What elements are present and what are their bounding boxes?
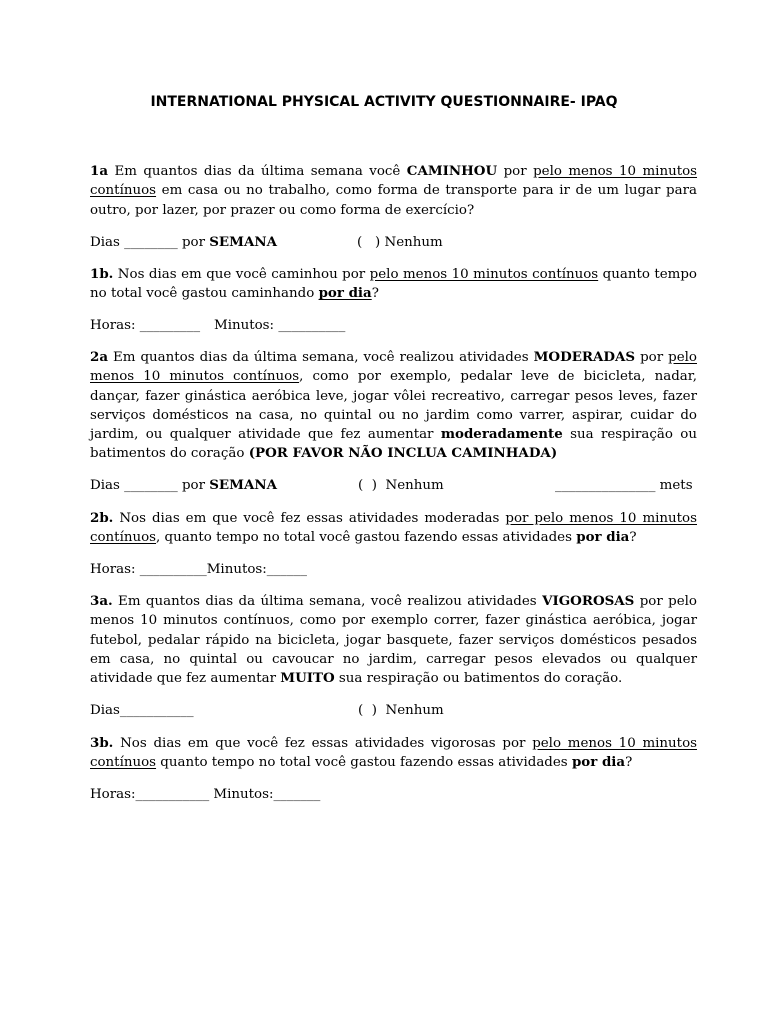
question-number: 2b. [90,510,114,526]
answer-1a [90,233,697,253]
question-number: 2a [90,349,108,365]
hours-field: Horas: _________ [90,318,201,333]
question-number: 3a. [90,593,113,609]
question-number: 3b. [90,735,114,751]
question-number: 1b. [90,266,114,282]
mets-field: _______________ mets [555,478,693,493]
question-3a: 3a. Em quantos dias da última semana, você realizou atividades VIGOROSAS por pelo menos 10 minutos contínuos, como por exemplo correr, fazer ginástica aeróbica, jogar futebol, pedalar rápido na bicicleta, jogar basquete, fazer serviços domésticos pesados em casa, no quintal ou cavoucar no jardim, carregar pesos elevados ou qualquer atividade que fez aumentar MUITO sua respiração ou batimentos do coração. [90,593,697,687]
none-option: ( ) Nenhum [357,235,443,250]
answer-2a [90,476,697,496]
hours-minutes-field: Horas: __________Minutos:______ [90,562,307,577]
answer-2b [90,560,697,580]
answer-1b [90,316,697,336]
question-1a: 1a Em quantos dias da última semana você CAMINHOU por pelo menos 10 minutos contínuos em casa ou no trabalho, como forma de transporte para ir de um lugar para outro, por lazer, por prazer ou como forma de exercício? [90,163,698,218]
days-field: Dias ________ por SEMANA [90,234,277,250]
days-field: Dias ________ por SEMANA [90,477,277,493]
minutes-field: Minutos: __________ [214,318,346,333]
question-2a: 2a Em quantos dias da última semana, você realizou atividades MODERADAS por pelo menos 10 minutos contínuos, como por exemplo, pedalar leve de bicicleta, nadar, dançar, fazer ginástica aeróbica leve, jogar vôlei recreativo, carregar pesos leves, fazer serviços domésticos na casa, no quintal ou no jardim como varrer, aspirar, cuidar do jardim, ou qualquer atividade que fez aumentar moderadamente sua respiração ou batimentos do coração (POR FAVOR NÃO INCLUA CAMINHADA) [90,349,697,462]
question-1b: 1b. Nos dias em que você caminhou por pelo menos 10 minutos contínuos quanto tempo no total você gastou caminhando por dia? [90,266,697,302]
hours-minutes-field: Horas:___________ Minutos:_______ [90,787,321,802]
days-field: Dias___________ [90,703,194,718]
answer-3b [90,785,697,805]
question-3b: 3b. Nos dias em que você fez essas atividades vigorosas por pelo menos 10 minutos contínuos quanto tempo no total você gastou fazendo essas atividades por dia? [90,735,697,771]
page-title: INTERNATIONAL PHYSICAL ACTIVITY QUESTIONNAIRE- IPAQ [150,94,618,110]
question-number: 1a [90,163,108,179]
none-option: ( ) Nenhum [358,478,444,493]
answer-3a [90,701,697,721]
question-2b: 2b. Nos dias em que você fez essas atividades moderadas por pelo menos 10 minutos contínuos, quanto tempo no total você gastou fazendo essas atividades por dia? [90,510,697,546]
none-option: ( ) Nenhum [358,703,444,718]
